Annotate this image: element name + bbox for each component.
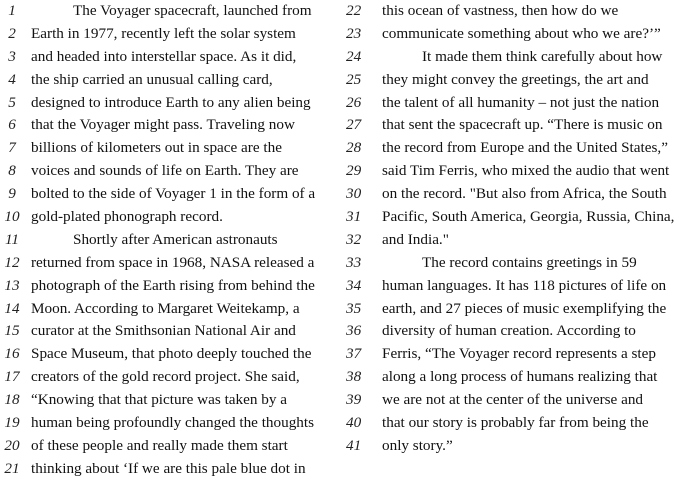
- text-line: [0, 412, 344, 435]
- line-number: 12: [4, 253, 20, 271]
- text-line: [0, 92, 344, 115]
- left-column: [0, 0, 344, 481]
- line-number: 2: [8, 24, 16, 42]
- text-line: [0, 320, 344, 343]
- line-text: Moon. According to Margaret Weitekamp, a: [31, 299, 300, 317]
- line-text: thinking about ‘If we are this pale blue dot in: [31, 459, 306, 477]
- text-line: [0, 343, 344, 366]
- line-text: the record from Europe and the United States,”: [382, 139, 668, 157]
- line-number: 35: [346, 299, 362, 317]
- text-line: [344, 275, 700, 298]
- text-line: [0, 435, 344, 458]
- line-text: Ferris, “The Voyager record represents a step: [382, 345, 656, 363]
- line-number: 16: [4, 345, 20, 363]
- line-text: It made them think carefully about how: [422, 47, 663, 65]
- text-line: [0, 0, 344, 23]
- line-text: curator at the Smithsonian National Air and: [31, 322, 296, 340]
- text-line: [0, 366, 344, 389]
- text-line: [344, 160, 700, 183]
- line-text: photograph of the Earth rising from behind the: [31, 276, 315, 294]
- line-number: 24: [346, 47, 362, 65]
- line-text: “Knowing that that picture was taken by a: [31, 391, 287, 409]
- text-line: [0, 252, 344, 275]
- text-line: [0, 69, 344, 92]
- text-line: [0, 389, 344, 412]
- line-number: 13: [4, 276, 20, 294]
- line-number: 38: [346, 368, 362, 386]
- text-line: [344, 23, 700, 46]
- right-column: [344, 0, 700, 458]
- text-line: [0, 183, 344, 206]
- line-number: 39: [346, 391, 362, 409]
- line-text: voices and sounds of life on Earth. They are: [31, 162, 299, 180]
- text-line: [344, 435, 700, 458]
- line-number: 30: [346, 185, 362, 203]
- line-text: The record contains greetings in 59: [422, 253, 637, 271]
- line-number: 36: [346, 322, 362, 340]
- text-line: [344, 0, 700, 23]
- line-number: 1: [8, 2, 16, 19]
- line-number: 9: [8, 185, 16, 203]
- line-number: 20: [4, 436, 20, 454]
- line-text: that our story is probably far from being the: [382, 414, 649, 432]
- line-text: communicate something about who we are?’”: [382, 24, 661, 42]
- line-text: along a long process of humans realizing that: [382, 368, 658, 386]
- line-text: the ship carried an unusual calling card,: [31, 70, 273, 88]
- line-text: we are not at the center of the universe and: [382, 391, 644, 409]
- text-line: [344, 343, 700, 366]
- text-line: [344, 298, 700, 321]
- line-number: 15: [4, 322, 20, 340]
- line-text: Shortly after American astronauts: [73, 230, 278, 248]
- text-line: [0, 458, 344, 481]
- text-line: [344, 366, 700, 389]
- line-text: that sent the spacecraft up. “There is music on: [382, 116, 663, 134]
- line-text: Earth in 1977, recently left the solar system: [31, 24, 296, 42]
- line-text: gold-plated phonograph record.: [31, 208, 223, 226]
- line-number: 28: [346, 139, 362, 157]
- line-number: 17: [4, 368, 20, 386]
- line-number: 37: [346, 345, 362, 363]
- line-number: 4: [8, 70, 16, 88]
- line-number: 6: [8, 116, 16, 134]
- line-number: 18: [4, 391, 20, 409]
- line-text: bolted to the side of Voyager 1 in the form of a: [31, 185, 316, 203]
- line-number: 32: [346, 230, 362, 248]
- line-text: earth, and 27 pieces of music exemplifying the: [382, 299, 667, 317]
- text-line: [344, 92, 700, 115]
- text-line: [344, 183, 700, 206]
- line-number: 21: [4, 459, 20, 477]
- line-number: 41: [346, 436, 362, 454]
- text-line: [344, 114, 700, 137]
- line-number: 27: [346, 116, 362, 134]
- line-number: 31: [346, 208, 362, 226]
- line-text: billions of kilometers out in space are the: [31, 139, 282, 157]
- text-line: [344, 320, 700, 343]
- text-line: [344, 389, 700, 412]
- text-line: [0, 23, 344, 46]
- line-text: only story.”: [382, 436, 453, 454]
- line-number: 29: [346, 162, 362, 180]
- text-line: [0, 160, 344, 183]
- line-number: 23: [346, 24, 362, 42]
- line-text: that the Voyager might pass. Traveling now: [31, 116, 295, 134]
- text-line: [344, 46, 700, 69]
- line-number: 3: [8, 47, 16, 65]
- line-text: The Voyager spacecraft, launched from: [73, 2, 312, 19]
- line-number: 7: [8, 139, 16, 157]
- line-number: 34: [346, 276, 362, 294]
- line-number: 14: [4, 299, 20, 317]
- line-number: 33: [346, 253, 362, 271]
- line-text: they might convey the greetings, the art and: [382, 70, 649, 88]
- line-number: 40: [346, 414, 362, 432]
- text-line: [344, 206, 700, 229]
- line-number: 10: [4, 208, 20, 226]
- line-number: 11: [4, 230, 20, 248]
- line-text: diversity of human creation. According to: [382, 322, 636, 340]
- line-number: 5: [8, 93, 16, 111]
- line-text: Pacific, South America, Georgia, Russia, China,: [382, 208, 675, 226]
- line-number: 22: [346, 2, 362, 19]
- line-text: Space Museum, that photo deeply touched the: [31, 345, 312, 363]
- text-line: [344, 69, 700, 92]
- line-text: and headed into interstellar space. As it did,: [31, 47, 297, 65]
- line-number: 19: [4, 414, 20, 432]
- line-text: creators of the gold record project. She said,: [31, 368, 300, 386]
- text-line: [0, 298, 344, 321]
- text-line: [0, 206, 344, 229]
- line-number: 25: [346, 70, 362, 88]
- line-number: 26: [346, 93, 362, 111]
- line-text: the talent of all humanity – not just the nation: [382, 93, 660, 111]
- text-line: [0, 137, 344, 160]
- line-text: designed to introduce Earth to any alien being: [31, 93, 311, 111]
- text-line: [0, 46, 344, 69]
- text-line: [0, 229, 344, 252]
- text-line: [344, 412, 700, 435]
- line-text: human languages. It has 118 pictures of life on: [382, 276, 667, 294]
- line-text: on the record. "But also from Africa, the South: [382, 185, 667, 203]
- line-text: and India.": [382, 230, 449, 248]
- text-line: [0, 114, 344, 137]
- text-line: [344, 252, 700, 275]
- line-text: said Tim Ferris, who mixed the audio that went: [382, 162, 670, 180]
- text-line: [344, 229, 700, 252]
- text-line: [0, 275, 344, 298]
- line-text: returned from space in 1968, NASA released a: [31, 253, 315, 271]
- line-number: 8: [8, 162, 16, 180]
- line-text: human being profoundly changed the thoughts: [31, 414, 315, 432]
- line-text: this ocean of vastness, then how do we: [382, 2, 619, 19]
- text-line: [344, 137, 700, 160]
- line-text: of these people and really made them start: [31, 436, 288, 454]
